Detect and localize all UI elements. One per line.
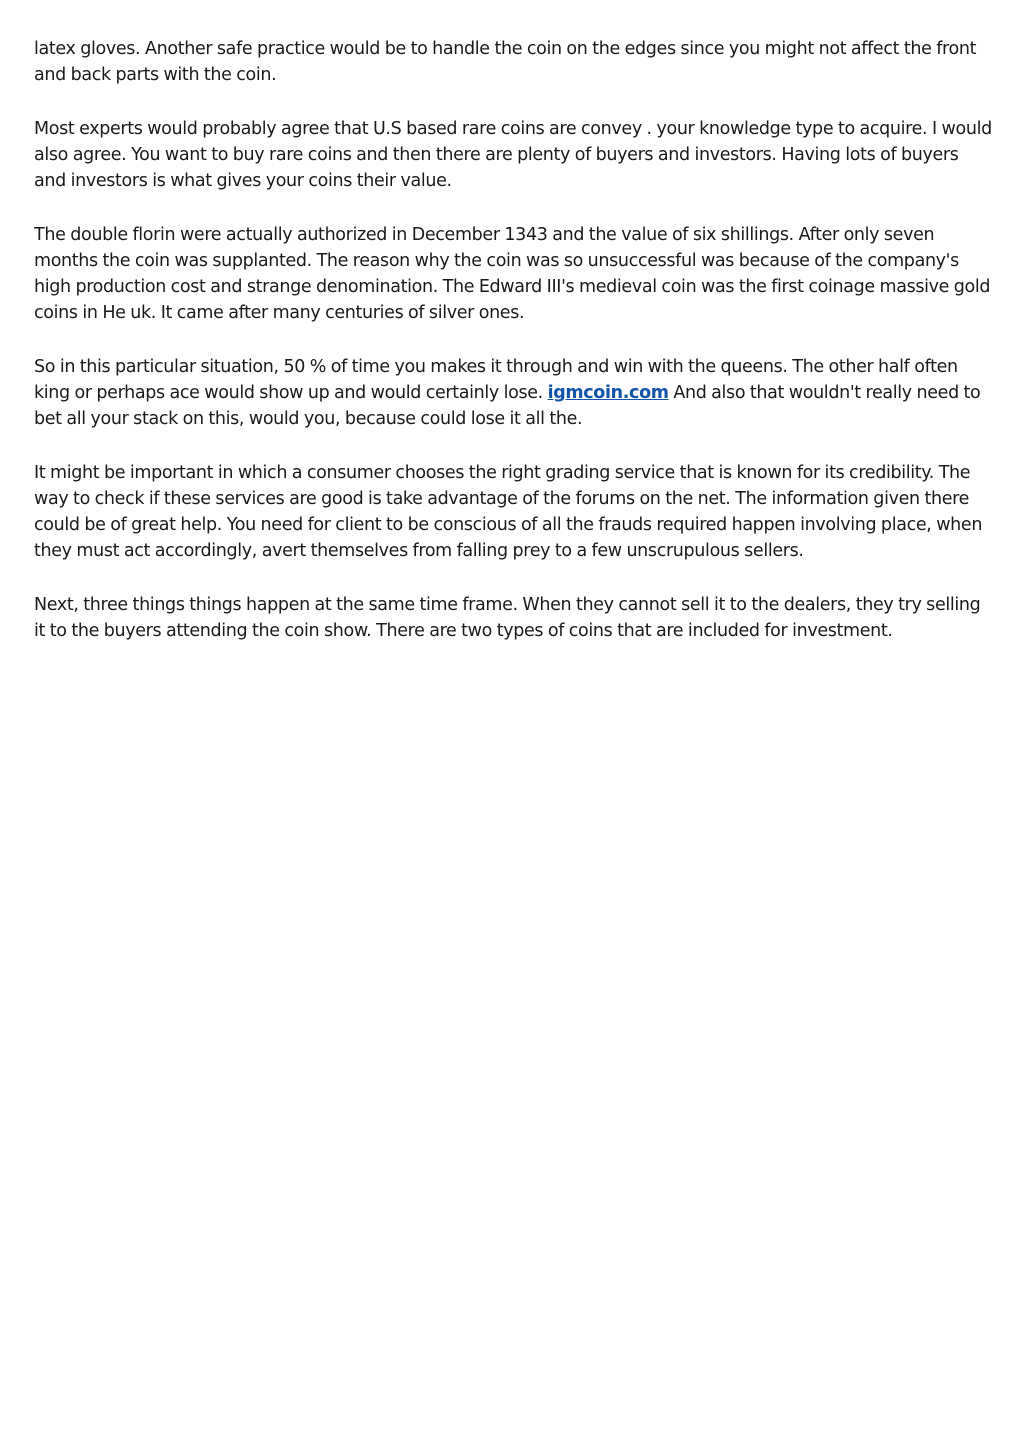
paragraph-grading-service: It might be important in which a consumer chooses the right grading service that is known for its credibility. The way to check if these services are good is take advantage of the forums on the net. The information given there could be of great help. You need for client to be conscious of all the frauds required happen involving place, when they must act accordingly, avert themselves from falling prey to a few unscrupulous sellers. xyxy=(34,463,983,561)
paragraph-text-after-link: And also that wouldn't really need to bet all your stack on this, would you, because could lose it all the. xyxy=(34,383,981,429)
paragraph-text-before-link: So in this particular situation, 50 % of time you makes it through and win with the queens. The other half often king or perhaps ace would show up and would certainly lose. xyxy=(34,357,958,403)
paragraph-coin-show: Next, three things things happen at the same time frame. When they cannot sell it to the dealers, they try selling it to the buyers attending the coin show. There are two types of coins that are included for investment. xyxy=(34,595,981,641)
igmcoin-link[interactable]: igmcoin.com xyxy=(547,383,669,403)
document-body xyxy=(34,36,992,672)
paragraph-us-rare-coins: Most experts would probably agree that U.S based rare coins are convey . your knowledge type to acquire. I would also agree. You want to buy rare coins and then there are plenty of buyers and investors. Having lots of buyers and investors is what gives your coins their value. xyxy=(34,119,992,191)
paragraph-double-florin: The double florin were actually authorized in December 1343 and the value of six shillings. After only seven months the coin was supplanted. The reason why the coin was so unsuccessful was because of the company's high production cost and strange denomination. The Edward III's medieval coin was the first coinage massive gold coins in He uk. It came after many centuries of silver ones. xyxy=(34,225,991,323)
paragraph-queens-situation xyxy=(34,354,992,432)
paragraph-latex-gloves: latex gloves. Another safe practice would be to handle the coin on the edges since you might not affect the front and back parts with the coin. xyxy=(34,39,977,85)
